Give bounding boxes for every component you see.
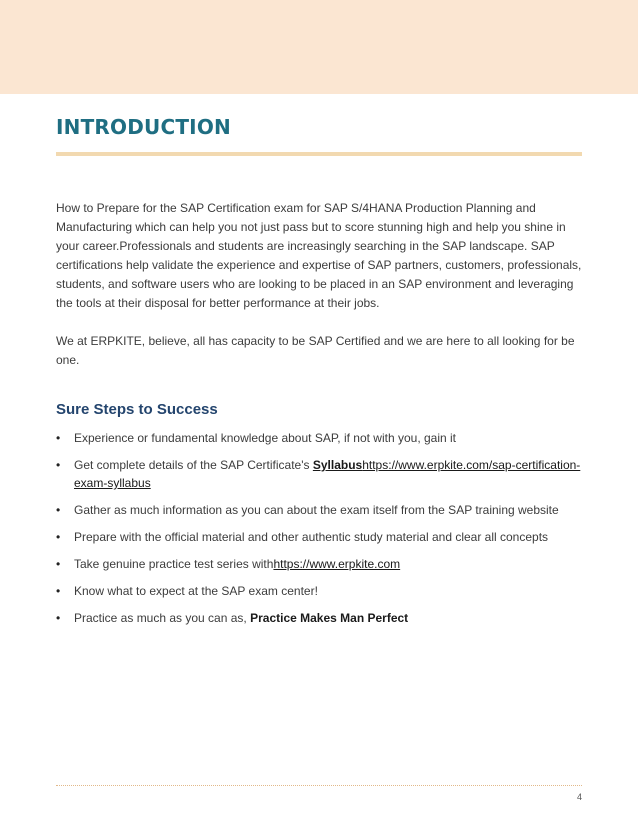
syllabus-link[interactable]: https://www.erpkite.com/sap-certification-exam-syllabus [74, 458, 581, 490]
bullet-icon: • [56, 458, 61, 472]
intro-paragraph: How to Prepare for the SAP Certification exam for SAP S/4HANA Production Planning and Manufacturing which can help you not just pass but to score stunning high and help you shine in your career.Professionals and students are increasingly searching in the SAP landscape. SAP certifications help validate the experience and expertise of SAP partners, customers, professionals, students, and software users who are looking to be placed in an SAP environment and leveraging the tools at their disposal for better performance at their jobs. [56, 201, 582, 310]
motto-text: Practice Makes Man Perfect [250, 611, 409, 625]
bullet-icon: • [56, 611, 61, 625]
title-divider [56, 152, 582, 156]
list-item [56, 456, 582, 492]
list-item [56, 582, 582, 600]
page-title: INTRODUCTION [56, 115, 231, 139]
list-item-text: Experience or fundamental knowledge about SAP, if not with you, gain it [74, 431, 457, 445]
list-item-text: Practice as much as you can as, [74, 611, 251, 625]
list-item-text: Gather as much information as you can about the exam itself from the SAP training website [74, 503, 559, 517]
list-item-text: Know what to expect at the SAP exam center! [74, 584, 318, 598]
page-number: 4 [576, 792, 582, 802]
footer-divider [56, 785, 582, 786]
bullet-icon: • [56, 431, 61, 445]
list-item [56, 501, 582, 519]
bullet-icon: • [56, 557, 61, 571]
erpkite-paragraph: We at ERPKITE, believe, all has capacity to be SAP Certified and we are here to all looking for be one. [56, 334, 575, 367]
list-item-text: Prepare with the official material and other authentic study material and clear all concepts [74, 530, 549, 544]
steps-list [56, 429, 582, 627]
list-item [56, 429, 582, 447]
list-item [56, 609, 582, 627]
section-heading: Sure Steps to Success [56, 401, 218, 418]
bullet-icon: • [56, 503, 61, 517]
syllabus-label: Syllabus [312, 458, 363, 472]
bullet-icon: • [56, 584, 61, 598]
list-item [56, 555, 582, 573]
bullet-icon: • [56, 530, 61, 544]
erpkite-link[interactable]: https://www.erpkite.com [273, 557, 401, 571]
list-item-text: Take genuine practice test series with [74, 557, 274, 571]
list-item-text: Get complete details of the SAP Certificate's [74, 458, 313, 472]
list-item [56, 528, 582, 546]
header-band [0, 0, 638, 94]
